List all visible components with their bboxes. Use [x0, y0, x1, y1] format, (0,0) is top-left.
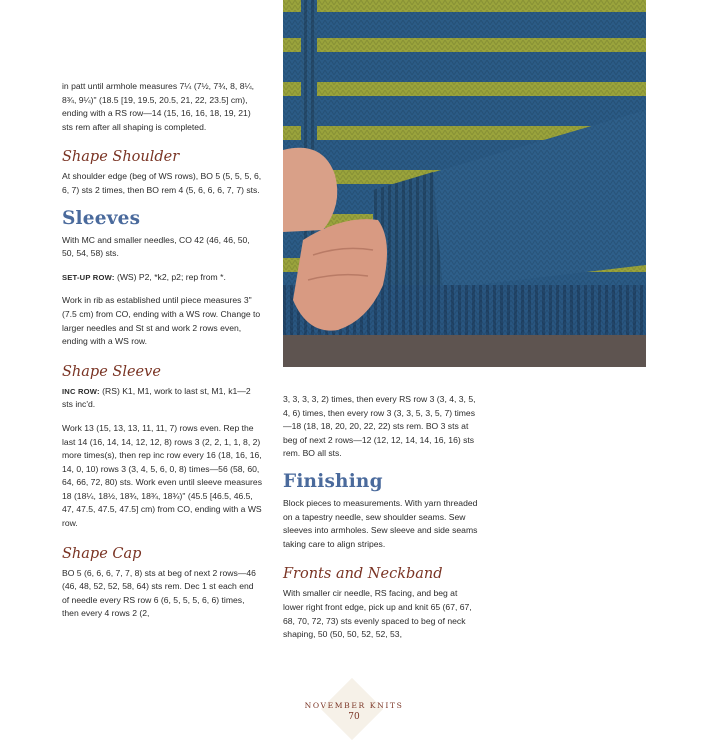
- finishing-paragraph: Block pieces to measurements. With yarn threaded on a tapestry needle, sew shoulder seams. Sew sleeves into armholes. Sew sleeve and side seams taking care to align stripes.: [283, 497, 478, 549]
- page-footer: [304, 684, 404, 734]
- work-rows-paragraph: Work 13 (15, 13, 13, 11, 11, 7) rows even. Rep the last 14 (16, 14, 14, 12, 12, 8) rows 3 (2, 2, 1, 1, 8, 2) more times(s), then rep inc row every 16 (18, 16, 16, 14, 0, 10) rows 3 (3, 4, 5, 6, 0, 8) times—56 (58, 60, 64, 66, 72, 80) sts. Work even until sleeve measures 18 (18¼, 18½, 18¾, 18¾, 18¾)" (45.5 [46.5, 46.5, 47, 47.5, 47.5, 47.5] cm) from CO, ending with a WS row.: [62, 422, 262, 529]
- page-number: 70: [348, 712, 360, 722]
- inc-row-paragraph: [62, 385, 262, 412]
- inc-row-label: INC ROW:: [62, 386, 100, 396]
- shape-shoulder-heading: Shape Shoulder: [62, 149, 180, 166]
- finishing-heading: Finishing: [283, 470, 383, 492]
- middle-text-column: [283, 393, 479, 652]
- sleeves-paragraph: With MC and smaller needles, CO 42 (46, 46, 50, 50, 54, 58) sts.: [62, 234, 250, 259]
- cap-continuation-paragraph: 3, 3, 3, 3, 2) times, then every RS row 3 (3, 4, 3, 5, 4, 6) times, then every row 3 (3, 3, 5, 3, 5, 7) times—18 (18, 18, 20, 20, 22, 22) sts rem. BO 3 sts at beg of next 2 rows—12 (12, 12, 14, 14, 16, 16) sts rem. BO all sts.: [283, 394, 476, 459]
- intro-paragraph: in patt until armhole measures 7¼ (7½, 7¾, 8, 8¼, 8¾, 9¼)" (18.5 [19, 19.5, 20.5, 21, 22, 23.5] cm), ending with a RS row—14 (15, 16, 16, 18, 19, 21) sts rem after all shaping is completed.: [62, 81, 255, 132]
- fronts-neckband-heading: Fronts and Neckband: [283, 566, 443, 583]
- left-text-column: [62, 80, 262, 631]
- sweater-photo: [283, 0, 646, 367]
- shape-shoulder-paragraph: At shoulder edge (beg of WS rows), BO 5 (5, 5, 5, 6, 6, 7) sts 2 times, then BO rem 4 (5, 6, 6, 6, 7, 7) sts.: [62, 171, 262, 195]
- sleeves-heading: Sleeves: [62, 207, 141, 229]
- shape-sleeve-heading: Shape Sleeve: [62, 363, 161, 380]
- rib-paragraph: Work in rib as established until piece measures 3" (7.5 cm) from CO, ending with a WS row. Change to larger needles and St st and work 2 rows even, ending with a WS row.: [62, 295, 261, 347]
- setup-row-text: (WS) P2, *k2, p2; rep from *.: [116, 271, 226, 282]
- shape-cap-heading: Shape Cap: [62, 545, 142, 562]
- setup-row-label: SET-UP ROW:: [62, 272, 115, 282]
- setup-row-paragraph: [62, 271, 262, 285]
- fronts-neckband-paragraph: With smaller cir needle, RS facing, and beg at lower right front edge, pick up and knit 65 (67, 67, 68, 70, 72, 73) sts evenly spaced to beg of neck shaping, 50 (50, 50, 52, 52, 53,: [283, 588, 472, 640]
- book-title: NOVEMBER KNITS: [304, 701, 404, 710]
- shape-cap-paragraph: BO 5 (6, 6, 6, 7, 7, 8) sts at beg of next 2 rows—46 (46, 48, 52, 52, 58, 64) sts rem. Dec 1 st each end of needle every RS row 6 (6, 5, 5, 5, 6, 6) times, then every 4 rows 2 (2,: [62, 567, 256, 619]
- inc-row-text: (RS) K1, M1, work to last st, M1, k1—2 sts inc'd.: [62, 385, 251, 410]
